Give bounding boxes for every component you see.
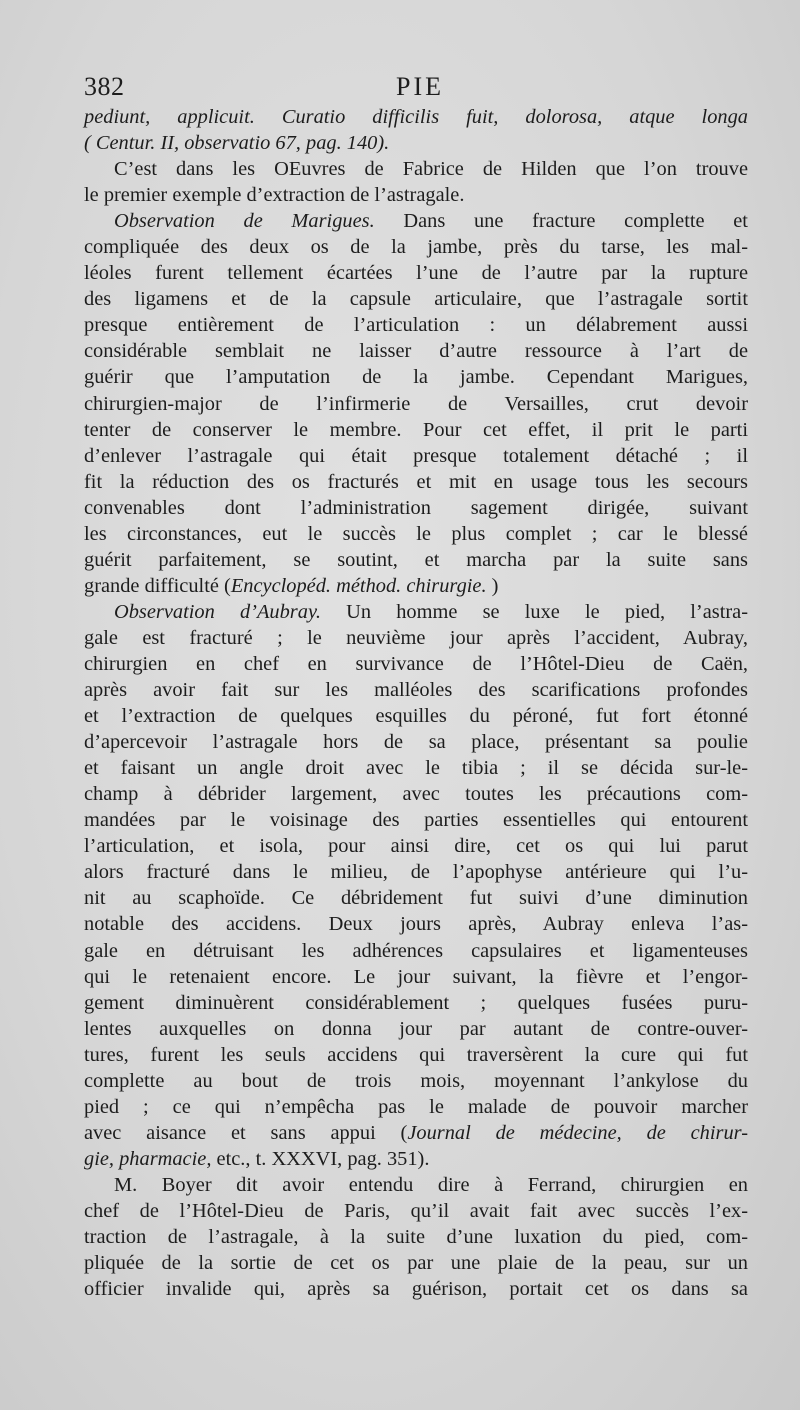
text-line-content: mandées par le voisinage des parties essentielles qui entourent [84,809,748,832]
text-line [84,1146,748,1172]
text-line-content: C’est dans les OEuvres de Fabrice de Hilden que l’on trouve [114,158,748,181]
text-line-content: après avoir fait sur les malléoles des scarifications profondes [84,679,748,702]
text-line [84,547,748,573]
text-line [84,781,748,807]
text-line-content: chirurgien-major de l’infirmerie de Versailles, crut devoir [84,392,748,415]
text-line-content: guérit parfaitement, se soutint, et marcha par la suite sans [84,548,748,571]
text-line-content: etc., t. XXXVI, pag. 351). [211,1147,430,1170]
text-line-content: pied ; ce qui n’empêcha pas le malade de pouvoir marcher [84,1095,748,1118]
page-header [84,72,756,106]
text-line-content: l’articulation, et isola, pour ainsi dire, cet os qui lui parut [84,835,748,858]
text-line [84,338,748,364]
text-line-content: grande difficulté ( [84,574,231,597]
text-line [84,677,748,703]
text-line-content: lentes auxquelles on donna jour par autant de contre-ouver- [84,1017,748,1040]
text-line-content: gale est fracturé ; le neuvième jour après l’accident, Aubray, [84,626,748,649]
text-line-content: chef de l’Hôtel-Dieu de Paris, qu’il avait fait avec succès l’ex- [84,1199,748,1222]
text-line-content: convenables dont l’administration sagement dirigée, suivant [84,496,748,519]
text-line [84,417,748,443]
text-line [84,651,748,677]
text-line-content: et l’extraction de quelques esquilles du péroné, fut fort étonné [84,705,748,728]
text-line-content: les circonstances, eut le succès le plus complet ; car le blessé [84,522,748,545]
text-line [84,1224,748,1250]
text-line [84,286,748,312]
text-line [84,156,748,182]
text-line [84,885,748,911]
text-line-content: pediunt, applicuit. Curatio difficilis fuit, dolorosa, atque longa [84,106,748,128]
text-line-tail: ) [486,574,499,597]
text-line [84,599,748,625]
text-line [84,495,748,521]
text-line-content: guérir que l’amputation de la jambe. Cependant Marigues, [84,366,748,389]
text-line [84,521,748,547]
text-line-content: traction de l’astragale, à la suite d’une luxation du pied, com- [84,1226,748,1249]
text-line-content: qui le retenaient encore. Le jour suivant, la fièvre et l’engor- [84,965,748,988]
text-line-content: complette au bout de trois mois, moyennant l’ankylose du [84,1069,748,1092]
text-line-content: Un homme se luxe le pied, l’astra- [320,600,749,623]
text-line-content: gale en détruisant les adhérences capsulaires et ligamenteuses [84,939,748,962]
text-line [84,1042,748,1068]
text-line-content: léoles furent tellement écartées l’une de l’autre par la rupture [84,262,748,285]
text-line-content: chirurgien en chef en survivance de l’Hôtel-Dieu de Caën, [84,652,748,675]
text-line [84,911,748,937]
text-line [84,130,748,156]
text-line [84,625,748,651]
text-line-content: Dans une fracture complette et [374,210,748,233]
text-line [84,1250,748,1276]
running-head: PIE [396,72,444,101]
text-line-content: pliquée de la sortie de cet os par une plaie de la peau, sur un [84,1252,748,1275]
page-number: 382 [84,72,125,101]
text-line [84,573,748,599]
text-line-content: fit la réduction des os fracturés et mit en usage tous les secours [84,470,748,493]
text-line [84,443,748,469]
text-line [84,807,748,833]
text-line [84,1276,748,1302]
text-line [84,234,748,260]
text-line-italic-trail: Encyclopéd. méthod. chirurgie. [230,574,487,597]
text-line [84,1198,748,1224]
text-line [84,703,748,729]
text-line [84,104,748,130]
text-line-content: champ à débrider largement, avec toutes les précautions com- [84,783,748,806]
text-line-content: d’apercevoir l’astragale hors de sa place, présentant sa poulie [84,731,748,754]
text-line-content: M. Boyer dit avoir entendu dire à Ferrand, chirurgien en [114,1173,748,1196]
text-line-italic-trail: Journal de médecine, de chirur- [407,1121,748,1144]
text-line [84,364,748,390]
text-line [84,469,748,495]
text-line [84,990,748,1016]
text-line-italic-lead: Observation de Marigues. [114,210,375,233]
text-line [84,312,748,338]
text-line-content: avec aisance et sans appui ( [84,1121,408,1144]
text-line-content: nit au scaphoïde. Ce débridement fut suivi d’une diminution [84,887,748,910]
text-line-content: presque entièrement de l’articulation : un délabrement aussi [84,314,748,337]
text-line-content: considérable semblait ne laisser d’autre ressource à l’art de [84,340,748,363]
text-line [84,1120,748,1146]
text-line-italic-lead: gie, pharmacie, [84,1147,212,1170]
text-line [84,1172,748,1198]
text-line-content: officier invalide qui, après sa guérison, portait cet os dans sa [84,1278,748,1301]
text-line [84,729,748,755]
text-line-content: tenter de conserver le membre. Pour cet effet, il prit le parti [84,418,748,441]
text-line [84,964,748,990]
text-line [84,1016,748,1042]
text-line-content: et faisant un angle droit avec le tibia ; il se décida sur-le- [84,757,748,780]
text-line-content: tures, furent les seuls accidens qui traversèrent la cure qui fut [84,1043,748,1066]
text-line-content: notable des accidens. Deux jours après, Aubray enleva l’as- [84,913,748,936]
text-line [84,938,748,964]
text-line [84,260,748,286]
text-line-italic-lead: Observation d’Aubray. [114,600,321,623]
text-line [84,1094,748,1120]
text-line-content: le premier exemple d’extraction de l’astragale. [84,184,465,207]
text-line [84,755,748,781]
text-line [84,208,748,234]
text-line [84,182,748,208]
text-line-content: gement diminuèrent considérablement ; quelques fusées puru- [84,991,748,1014]
text-line-content: compliquée des deux os de la jambe, près du tarse, les mal- [84,236,748,259]
body-text [84,104,748,1302]
text-line-content: des ligamens et de la capsule articulaire, que l’astragale sortit [84,288,748,311]
text-line-content: d’enlever l’astragale qui était presque totalement détaché ; il [84,444,748,467]
text-line [84,859,748,885]
text-line-content: alors fracturé dans le milieu, de l’apophyse antérieure qui l’u- [84,861,748,884]
text-line [84,1068,748,1094]
text-line [84,833,748,859]
text-line-content: ( Centur. II, observatio 67, pag. 140). [84,132,390,155]
text-line [84,391,748,417]
